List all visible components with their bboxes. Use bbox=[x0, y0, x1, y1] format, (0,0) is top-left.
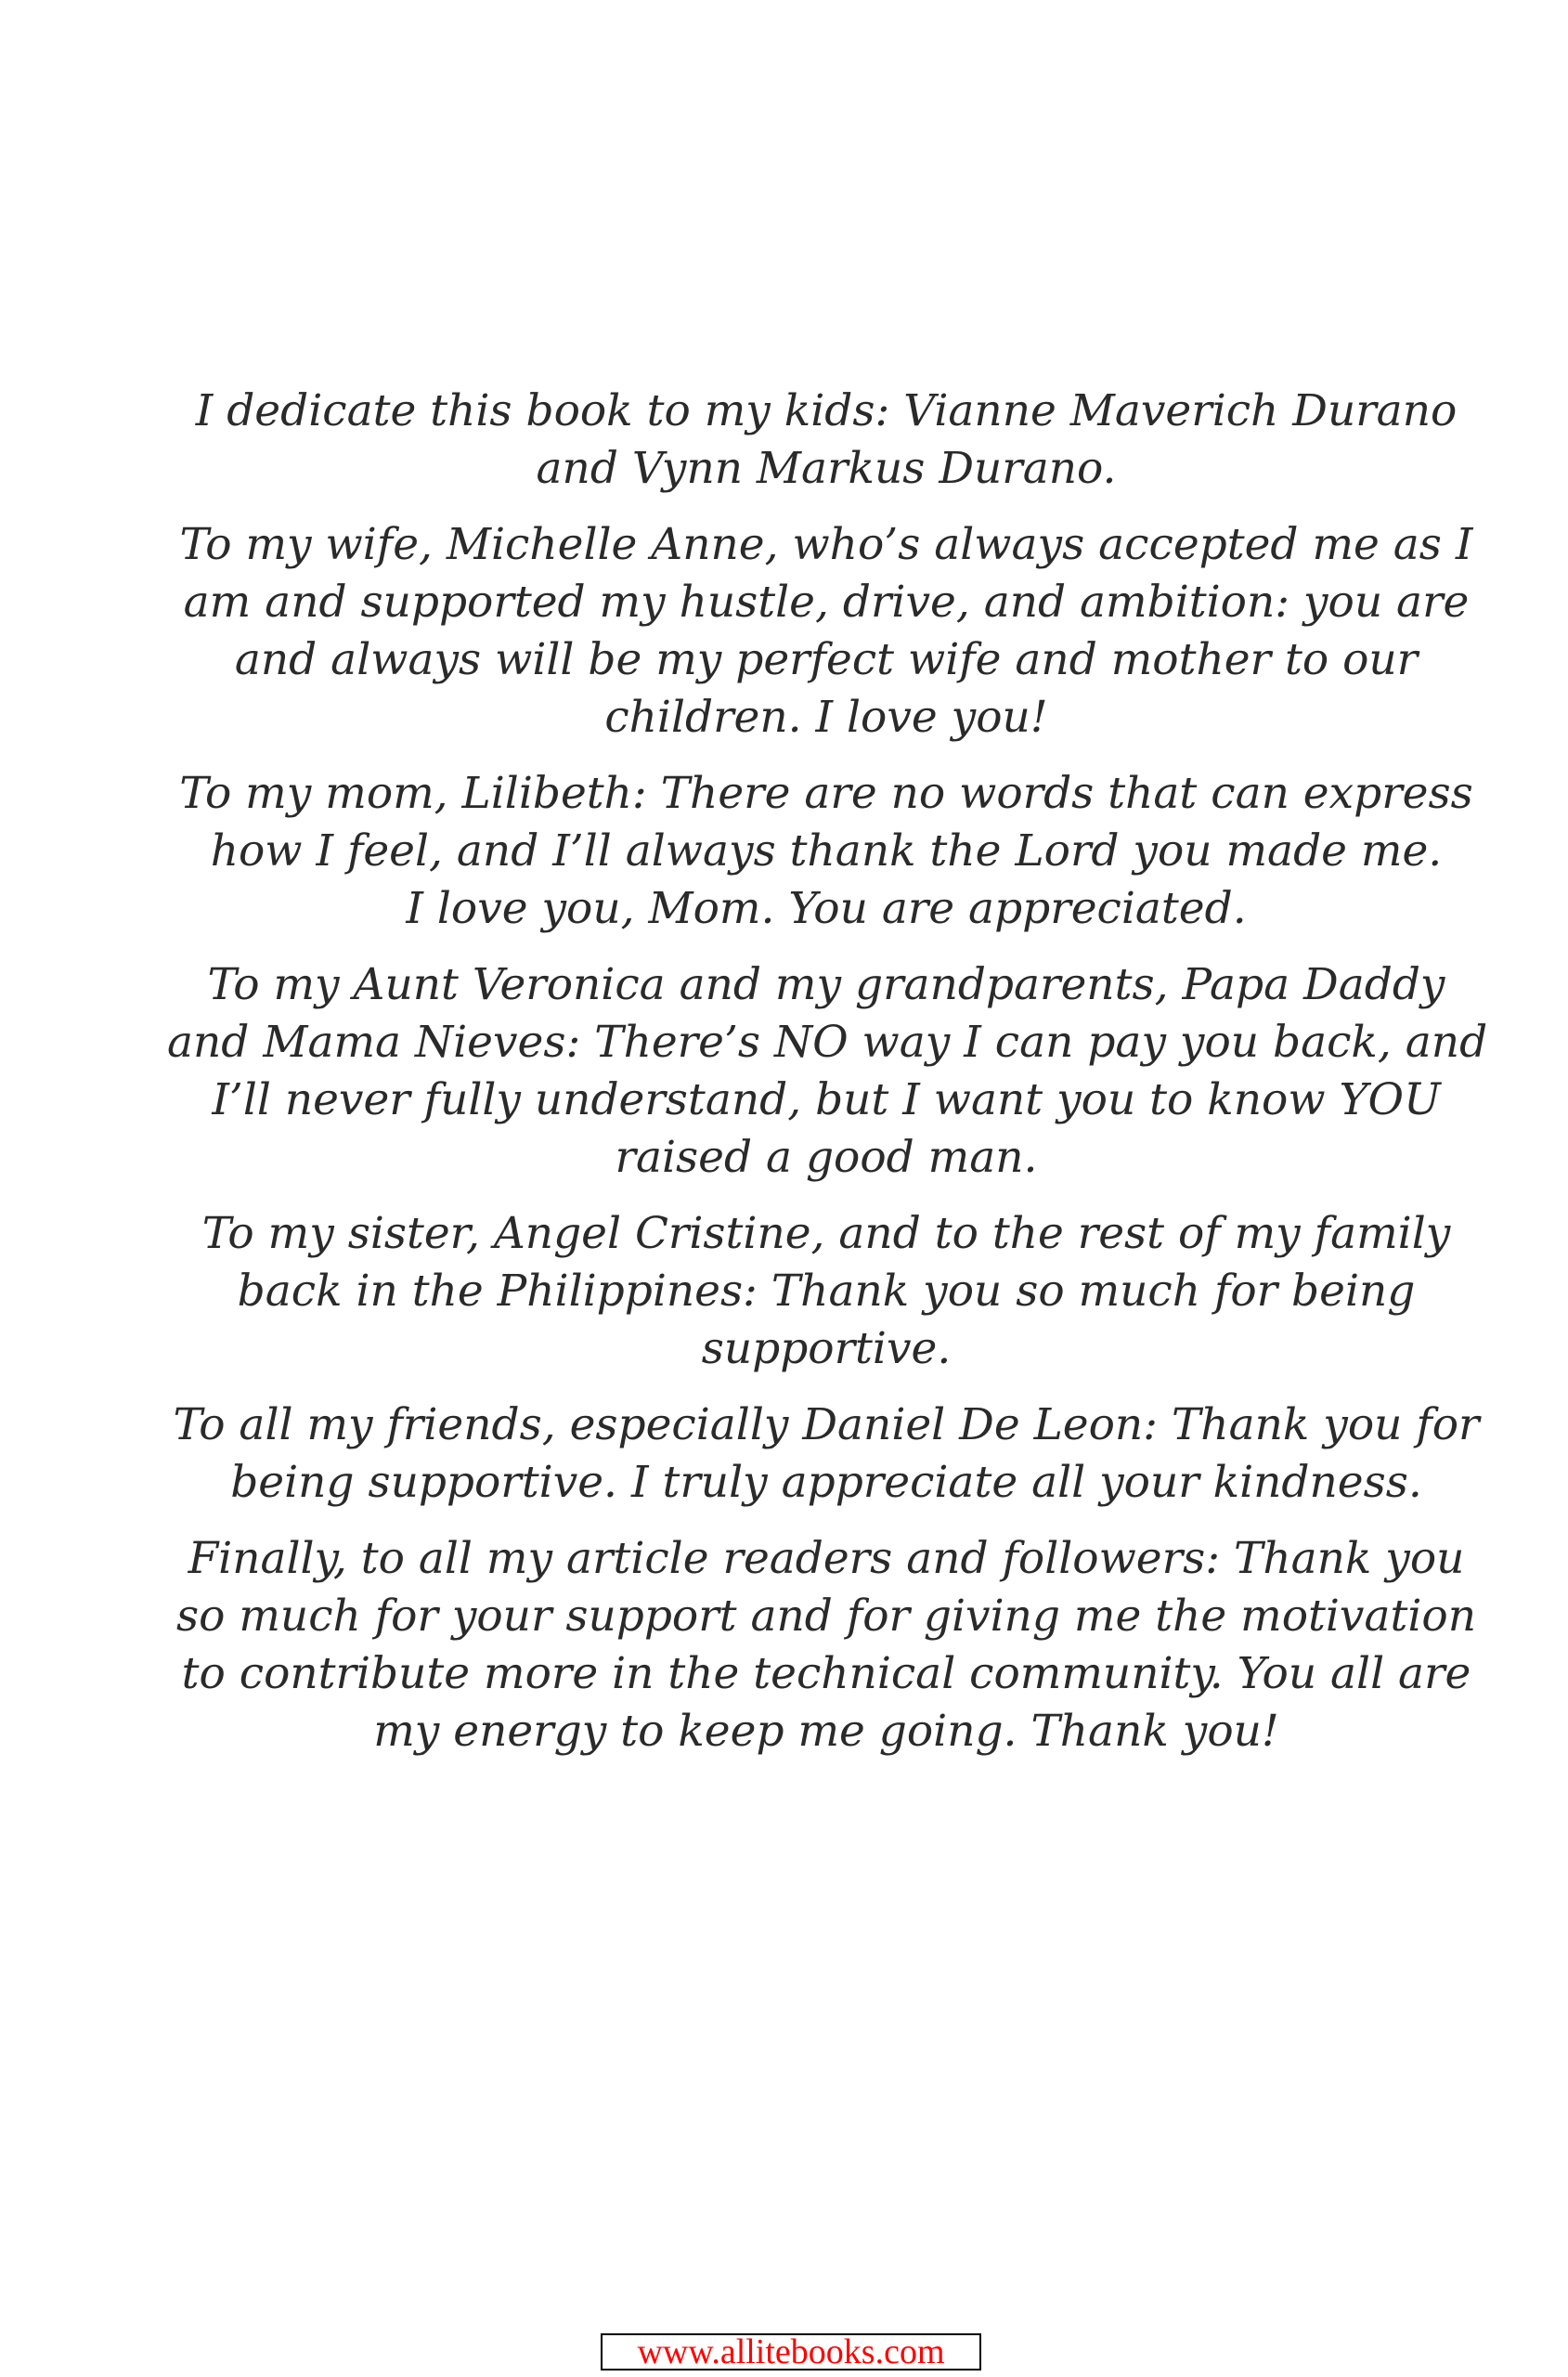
text-line: and Vynn Markus Durano. bbox=[536, 443, 1117, 494]
text-line: To my sister, Angel Cristine, and to the rest of my family bbox=[201, 1208, 1451, 1259]
dedication-text bbox=[167, 383, 1488, 1779]
text-line: being supportive. I truly appreciate all your kindness. bbox=[230, 1457, 1422, 1508]
text-line: Finally, to all my article readers and followers: Thank you bbox=[188, 1533, 1465, 1584]
text-line: so much for your support and for giving me the motivation bbox=[176, 1591, 1476, 1642]
text-line: raised a good man. bbox=[615, 1132, 1038, 1183]
dedication-paragraph-sister bbox=[167, 1205, 1485, 1378]
dedication-paragraph-wife bbox=[167, 516, 1485, 747]
dedication-paragraph-readers bbox=[167, 1530, 1485, 1760]
text-line: I dedicate this book to my kids: Vianne Maverich Durano bbox=[195, 385, 1458, 436]
text-line: To my Aunt Veronica and my grandparents, Papa Daddy bbox=[207, 959, 1445, 1010]
text-line: my energy to keep me going. Thank you! bbox=[373, 1706, 1279, 1757]
text-line: I’ll never fully understand, but I want you to know YOU bbox=[212, 1074, 1441, 1125]
text-line: how I feel, and I’ll always thank the Lord you made me. bbox=[210, 825, 1443, 877]
text-line: To my wife, Michelle Anne, who’s always accepted me as I bbox=[179, 519, 1473, 570]
dedication-paragraph-friends bbox=[167, 1396, 1485, 1512]
text-line: back in the Philippines: Thank you so much for being bbox=[237, 1266, 1416, 1317]
text-line: To my mom, Lilibeth: There are no words that can express bbox=[179, 768, 1473, 819]
dedication-paragraph-kids bbox=[167, 383, 1485, 498]
text-line: and always will be my perfect wife and mother to our bbox=[234, 634, 1419, 685]
text-line: I love you, Mom. You are appreciated. bbox=[406, 883, 1247, 934]
text-line: supportive. bbox=[701, 1323, 952, 1374]
dedication-paragraph-mom bbox=[167, 765, 1485, 938]
website-link[interactable]: www.allitebooks.com bbox=[601, 2333, 981, 2371]
text-line: and Mama Nieves: There’s NO way I can pay you back, and bbox=[167, 1017, 1488, 1068]
text-line: am and supported my hustle, drive, and ambition: you are bbox=[183, 577, 1470, 628]
text-line: to contribute more in the technical community. You all are bbox=[181, 1648, 1471, 1699]
dedication-paragraph-aunt-grandparents bbox=[167, 956, 1488, 1187]
text-line: To all my friends, especially Daniel De Leon: Thank you for bbox=[173, 1399, 1480, 1450]
text-line: children. I love you! bbox=[604, 692, 1048, 743]
